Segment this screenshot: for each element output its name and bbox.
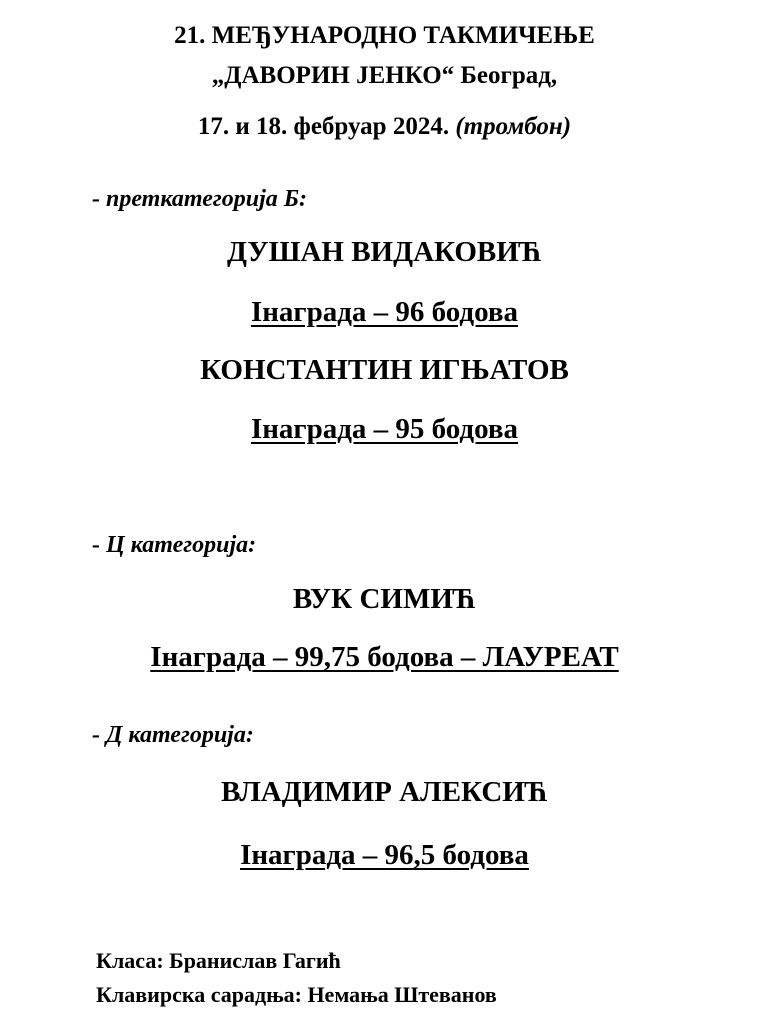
piano-accompaniment: Клавирска сарадња: Немања Штеванов [96,982,497,1007]
date-text: 17. и 18. фебруар 2024. [197,113,450,140]
contestant-award: Iнаграда – 95 бодова [250,413,519,445]
category-label-pre-b: - преткатегорија Б: [92,186,308,212]
contestant-name: ДУШАН ВИДАКОВИЋ [227,236,542,268]
competition-date [0,113,769,141]
instrument-text: (тромбон) [455,113,572,140]
category-label-c: - Ц категорија: [92,532,257,558]
contestant-award: Iнаграда – 96,5 бодова [240,839,529,871]
contestant-award: Iнаграда – 96 бодова [250,296,519,328]
class-teacher: Класа: Бранислав Гагић [96,948,341,973]
category-label-d: - Д категорија: [92,722,254,748]
contestant-name: ВУК СИМИЋ [292,583,477,615]
contestant-award: Iнаграда – 99,75 бодова – ЛАУРЕАТ [150,641,619,673]
competition-title: 21. МЕЂУНАРОДНО ТАКМИЧЕЊЕ [174,22,595,49]
contestant-name: ВЛАДИМИР АЛЕКСИЋ [220,776,549,808]
contestant-name: КОНСТАНТИН ИГЊАТОВ [200,354,569,386]
competition-name-city: „ДАВОРИН ЈЕНКО“ Београд, [211,62,558,89]
